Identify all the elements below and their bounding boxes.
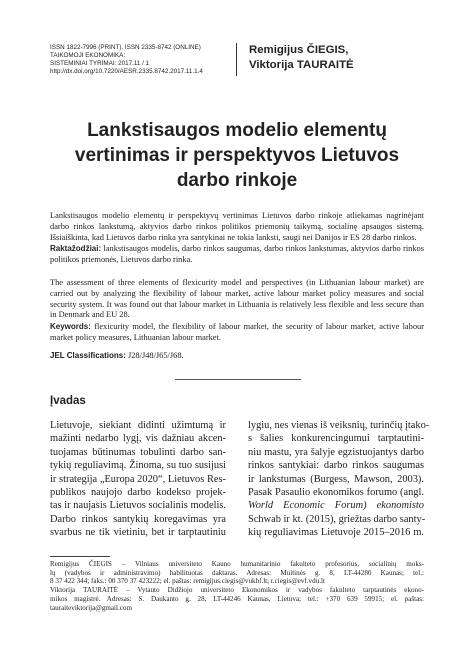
journal-info [50, 44, 250, 76]
footnote-line: lų (vadybos ir administravimo) habilituotas daktaras. Adresas: Muitinės g. 8, LT-44280 Kaunas; tel.: [50, 568, 424, 577]
keywords-lt [50, 244, 424, 266]
text-line: rinkos santykiai: darbo rinkos saugumas [248, 460, 424, 472]
jel-codes: J28/J48/J65/J68. [125, 351, 184, 360]
section-divider [175, 379, 301, 380]
title-line: vertinimas ir perspektyvos Lietuvos [74, 145, 400, 166]
text-line: tykių reguliavimą. Žinoma, su tuo susijusi [50, 460, 226, 472]
doi-link[interactable]: http://dx.doi.org/10.7220/AESR.2335.8742.2017.11.1.4 [50, 68, 203, 76]
title-line: Lankstisaugos modelio elementų [87, 120, 387, 141]
header-divider [236, 43, 237, 76]
footnote-divider [50, 556, 110, 557]
keywords-lt-label: Raktažodžiai: [50, 244, 102, 253]
text-line: tuojamas būtinumas tobulinti darbo san- [50, 446, 226, 458]
text-line: s šalies konkurencingumui tarptautini- [248, 433, 424, 445]
journal-name: TAIKOMOJI EKONOMIKA: [50, 52, 126, 60]
abstract-en [50, 278, 424, 321]
footnote-line: 8 37 422 344; faks.: 00 370 37 423222; el. paštas: remigijus.ciegis@vukhf.lt; r.ciegis@evf.vdu.lt [50, 577, 325, 586]
issn-line: ISSN 1822-7996 (PRINT), ISSN 2335-8742 (ONLINE) [50, 44, 201, 51]
keywords-en [50, 322, 424, 344]
text-line: kių reguliavimas Lietuvoje 2015–2016 m. [248, 527, 424, 539]
text-line: mažinti nedarbo lygį, vis dažniau akcen- [50, 433, 226, 445]
journal-subtitle: SISTEMINIAI TYRIMAI: 2017.11 / 1 [50, 60, 150, 68]
intro-right-column [248, 419, 430, 540]
footnote-line: Remigijus ČIEGIS – Vilniaus universiteto Kauno humanitarinio fakulteto profesorius, socialinių moks- [50, 560, 424, 568]
abstract-lt [50, 211, 424, 243]
text-line: publikos naujojo darbo kodekso projek- [50, 486, 226, 498]
text-line: tas ir naujasis Lietuvos socialinis modelis. [50, 500, 226, 512]
text-line: Lietuvoje, siekiant didinti užimtumą ir [50, 420, 226, 431]
title-line: darbo rinkoje [176, 170, 298, 191]
abstract-lt-text: Lankstisaugos modelio elementų ir perspektyvų vertinimas Lietuvos darbo rinkoje atliekamas nagrinėjant darbo rinkos lankstumą, aktyvios darbo rinkos politikos priemonių taikymą, socialinę apsaugos sistemą. Išsiaiškinta, kad Lietuvos darbo rinka yra santykinai ne tokia lanksti, saugi nei Danijos ir ES 28 darbo rinkos. [50, 211, 424, 242]
author-name-2: Viktorija TAURAITĖ [249, 59, 354, 71]
text-line: ir lankstumas (Burgess, Mawson, 2003). [248, 473, 424, 485]
text-line: Pasak Pasaulio ekonomikos forumo (angl. [248, 486, 424, 498]
text-line: Schwab ir kt. (2015), griežtas darbo santy- [248, 513, 426, 525]
article-title [40, 118, 434, 193]
keywords-en-label: Keywords: [50, 322, 91, 331]
keywords-lt-text: lankstisaugos modelis, darbo rinkos saugumas, darbo rinkos lankstumas, aktyvios darbo rinkos politikos priemonės, Lietuvos darbo rinka. [50, 244, 424, 264]
intro-left-column [50, 419, 226, 540]
author-name-1: Remigijus ČIEGIS, [249, 44, 349, 56]
text-line: Darbo rinkos santykių koregavimas yra [50, 513, 226, 525]
footnote-line: mikos magistrė. Adresas: S. Daukanto g. 28, LT-44246 Kaunas, Lietuva; tel.: +370 639 59915; el. paštas: [50, 594, 424, 603]
keywords-en-text: flexicurity model, the flexibility of labour market, the security of labour market, active labour market policy measures, Lithuanian labour market. [50, 322, 424, 342]
footnote-line: Viktorija TAURAITĖ – Vytauto Didžiojo universiteto Ekonomikos ir vadybos fakulteto tarptautinės ekono- [50, 586, 424, 595]
jel-label: JEL Classifications: [50, 351, 126, 360]
text-line: svarbus ne tik vietiniu, bet ir tarptautiniu [50, 527, 226, 539]
text-line: lygiu, nes vienas iš veiksnių, turinčių įtako- [248, 420, 430, 431]
text-line: ir strategija „Europa 2020“, Lietuvos Res- [50, 473, 226, 485]
author-footnote [50, 560, 424, 612]
abstract-en-text: The assessment of three elements of flexicurity model and perspectives (in Lithuanian labour market) are carried out by analyzing the flexibility of labour market, active labour market policy measures and social security system. It was found out that labour market in Lithuania is relatively less flexible and less secure than in Denmark and EU 28. [50, 278, 424, 320]
section-heading: Įvadas [50, 395, 86, 407]
header-authors [249, 43, 354, 73]
jel-classification [50, 351, 184, 360]
text-line: niu mastu, yra šalyje egzistuojantys darbo [248, 446, 424, 458]
footnote-line: tauraiteviktorija@gmail.com [50, 603, 132, 612]
text-line: World Economic Forum) ekonomisto [248, 500, 424, 512]
